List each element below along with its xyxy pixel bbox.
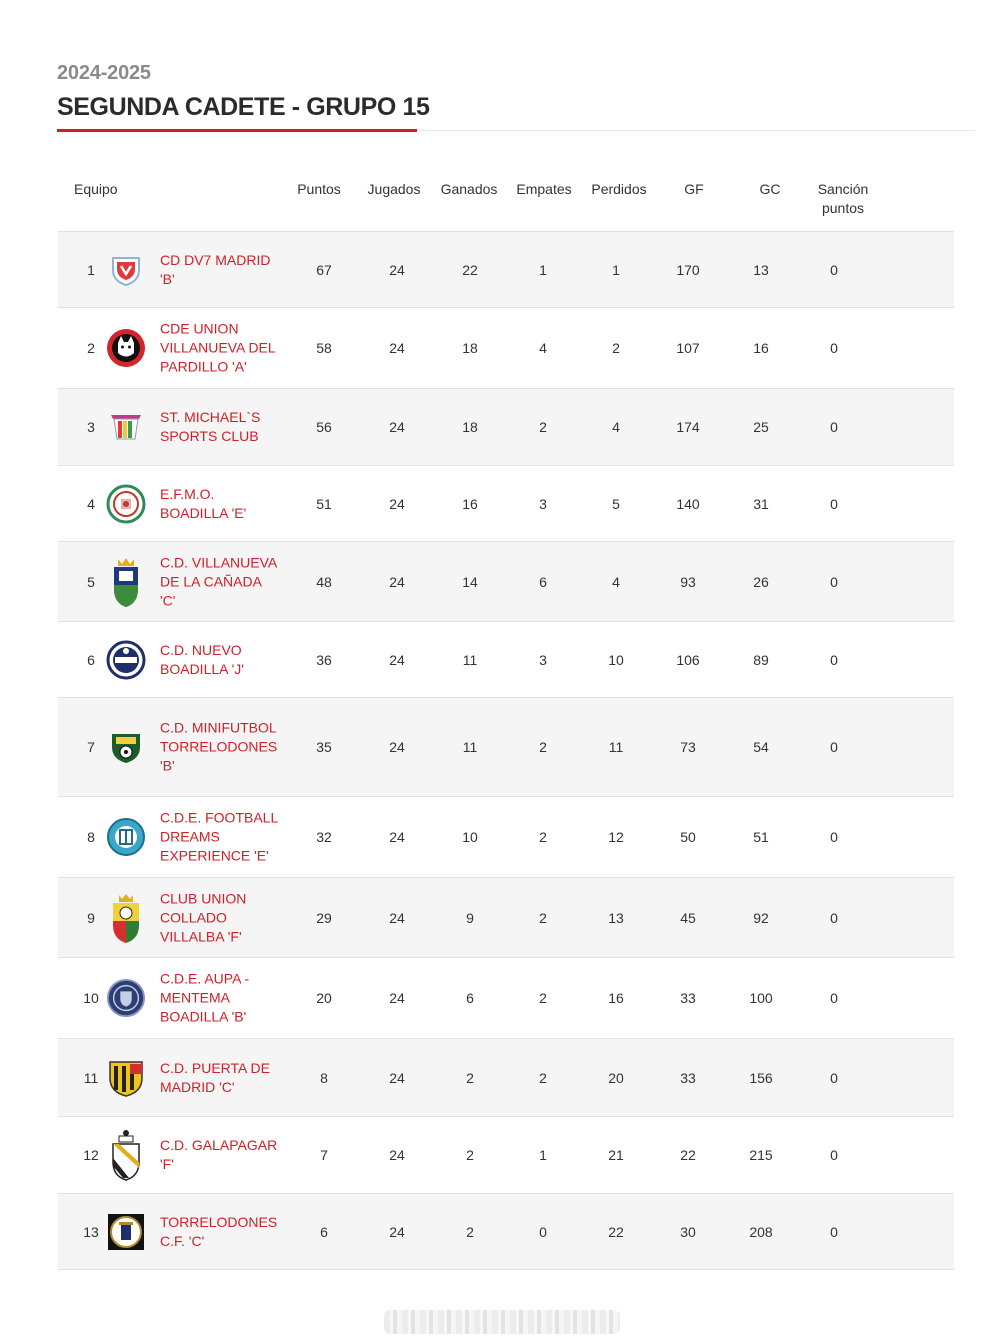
team-name-link[interactable]: C.D.E. AUPA - MENTEMA BOADILLA 'B'	[160, 970, 250, 1025]
position-cell: 6	[87, 651, 95, 668]
standings-table	[58, 232, 954, 1270]
goals-for-cell: 33	[680, 990, 696, 1006]
points-cell: 35	[316, 739, 332, 755]
season-label: 2024-2025	[57, 62, 151, 84]
header-sancion-line2: puntos	[821, 200, 865, 216]
sanction-cell: 0	[830, 739, 838, 755]
table-row	[58, 1117, 954, 1194]
goals-against-cell: 26	[753, 573, 769, 590]
goals-for-cell: 170	[676, 261, 700, 278]
played-cell: 24	[389, 651, 405, 668]
table-row	[58, 622, 954, 698]
sanction-cell: 0	[830, 909, 838, 926]
lost-cell: 12	[608, 829, 624, 845]
points-cell: 20	[316, 990, 332, 1006]
sanction-cell: 0	[830, 419, 838, 435]
goals-against-cell: 100	[749, 990, 773, 1006]
header-gf: GF	[684, 181, 704, 197]
square-tower-badge-icon	[106, 1212, 146, 1252]
sanction-cell: 0	[830, 1069, 838, 1086]
lost-cell: 16	[608, 990, 624, 1006]
won-cell: 11	[462, 739, 478, 755]
drawn-cell: 6	[539, 573, 547, 590]
header-sancion-line1: Sanción	[817, 181, 869, 197]
won-cell: 10	[462, 829, 478, 845]
header-ganados: Ganados	[440, 181, 498, 197]
lost-cell: 4	[612, 419, 620, 435]
won-cell: 18	[462, 419, 478, 435]
drawn-cell: 4	[539, 340, 547, 356]
lost-cell: 1	[612, 261, 620, 278]
goals-against-cell: 156	[749, 1069, 773, 1086]
played-cell: 24	[389, 495, 405, 512]
points-cell: 29	[316, 909, 332, 926]
blue-ball-badge-icon	[106, 640, 146, 680]
points-cell: 58	[316, 340, 332, 356]
points-cell: 7	[320, 1147, 328, 1163]
drawn-cell: 2	[539, 739, 547, 755]
team-name-link[interactable]: TORRELODONES C.F. 'C'	[160, 1213, 278, 1249]
played-cell: 24	[389, 909, 405, 926]
goals-against-cell: 208	[749, 1223, 773, 1240]
sanction-cell: 0	[830, 340, 838, 356]
goals-for-cell: 50	[680, 829, 696, 845]
team-name-link[interactable]: C.D. NUEVO BOADILLA 'J'	[160, 641, 244, 677]
lost-cell: 2	[612, 340, 620, 356]
won-cell: 2	[466, 1069, 474, 1086]
won-cell: 2	[466, 1223, 474, 1240]
team-name-link[interactable]: CD DV7 MADRID 'B'	[160, 251, 271, 287]
drawn-cell: 2	[539, 829, 547, 845]
shield-red-white-icon	[106, 250, 146, 290]
sanction-cell: 0	[830, 990, 838, 1006]
table-row	[58, 389, 954, 466]
goals-for-cell: 33	[680, 1069, 696, 1086]
played-cell: 24	[389, 1147, 405, 1163]
table-row	[58, 1039, 954, 1117]
table-row	[58, 698, 954, 797]
drawn-cell: 2	[539, 419, 547, 435]
won-cell: 6	[466, 990, 474, 1006]
header-sancion	[810, 180, 876, 218]
played-cell: 24	[389, 829, 405, 845]
sanction-cell: 0	[830, 1223, 838, 1240]
goals-against-cell: 92	[753, 909, 769, 926]
drawn-cell: 2	[539, 1069, 547, 1086]
position-cell: 4	[87, 495, 95, 512]
drawn-cell: 2	[539, 990, 547, 1006]
goals-for-cell: 30	[680, 1223, 696, 1240]
lost-cell: 13	[608, 909, 624, 926]
won-cell: 2	[466, 1147, 474, 1163]
header-jugados: Jugados	[367, 181, 421, 197]
lost-cell: 22	[608, 1223, 624, 1240]
drawn-cell: 3	[539, 495, 547, 512]
goals-against-cell: 13	[753, 261, 769, 278]
position-cell: 10	[83, 990, 99, 1006]
yellow-black-shield-icon	[106, 1058, 146, 1098]
team-name-link[interactable]: C.D.E. FOOTBALL DREAMS EXPERIENCE 'E'	[160, 809, 278, 864]
won-cell: 14	[462, 573, 478, 590]
played-cell: 24	[389, 990, 405, 1006]
table-row	[58, 958, 954, 1039]
position-cell: 13	[83, 1223, 99, 1240]
sanction-cell: 0	[830, 651, 838, 668]
goals-for-cell: 45	[680, 909, 696, 926]
points-cell: 51	[316, 495, 332, 512]
points-cell: 6	[320, 1223, 328, 1240]
position-cell: 7	[87, 739, 95, 755]
goals-for-cell: 73	[680, 739, 696, 755]
goals-against-cell: 16	[753, 340, 769, 356]
lost-cell: 10	[608, 651, 624, 668]
drawn-cell: 1	[539, 261, 547, 278]
lost-cell: 4	[612, 573, 620, 590]
table-header	[58, 178, 954, 232]
points-cell: 36	[316, 651, 332, 668]
header-gc: GC	[759, 181, 781, 197]
position-cell: 1	[87, 261, 95, 278]
position-cell: 8	[87, 829, 95, 845]
team-name-link[interactable]: C.D. GALAPAGAR 'F'	[160, 1137, 278, 1172]
crowned-shield-icon	[106, 562, 146, 602]
cyan-circle-badge-icon	[106, 817, 146, 857]
played-cell: 24	[389, 340, 405, 356]
team-name-link[interactable]: CDE UNION VILLANUEVA DEL PARDILLO 'A'	[160, 320, 276, 375]
header-puntos: Puntos	[297, 181, 341, 197]
crowned-diagonal-shield-icon	[106, 1135, 146, 1175]
goals-for-cell: 93	[680, 573, 696, 590]
played-cell: 24	[389, 573, 405, 590]
title-underline	[57, 129, 417, 132]
sanction-cell: 0	[830, 829, 838, 845]
header-perdidos: Perdidos	[591, 181, 647, 197]
goals-for-cell: 107	[676, 340, 700, 356]
goals-against-cell: 25	[753, 419, 769, 435]
pagination-blurred	[384, 1310, 620, 1334]
navy-round-seal-icon	[106, 978, 146, 1018]
goals-for-cell: 106	[676, 651, 700, 668]
points-cell: 67	[316, 261, 332, 278]
team-name-link[interactable]: ST. MICHAEL`S SPORTS CLUB	[160, 409, 261, 444]
drawn-cell: 3	[539, 651, 547, 668]
points-cell: 32	[316, 829, 332, 845]
table-row	[58, 308, 954, 389]
goals-against-cell: 89	[753, 651, 769, 668]
won-cell: 16	[462, 495, 478, 512]
table-row	[58, 1194, 954, 1270]
green-shield-ball-icon	[106, 727, 146, 767]
goals-for-cell: 174	[676, 419, 700, 435]
goals-against-cell: 31	[753, 495, 769, 512]
goals-against-cell: 215	[749, 1147, 773, 1163]
table-row	[58, 878, 954, 958]
header-equipo: Equipo	[74, 181, 118, 197]
table-row	[58, 797, 954, 878]
position-cell: 11	[83, 1069, 99, 1086]
won-cell: 9	[466, 909, 474, 926]
table-row	[58, 466, 954, 542]
drawn-cell: 2	[539, 909, 547, 926]
sanction-cell: 0	[830, 573, 838, 590]
team-name-link[interactable]: E.F.M.O. BOADILLA 'E'	[160, 485, 247, 521]
played-cell: 24	[389, 739, 405, 755]
page-title: SEGUNDA CADETE - GRUPO 15	[57, 93, 430, 121]
won-cell: 18	[462, 340, 478, 356]
sanction-cell: 0	[830, 495, 838, 512]
team-name-link[interactable]: C.D. MINIFUTBOL TORRELODONES 'B'	[160, 719, 278, 774]
sanction-cell: 0	[830, 1147, 838, 1163]
position-cell: 5	[87, 573, 95, 590]
crowned-yellow-shield-icon	[106, 898, 146, 938]
lost-cell: 20	[608, 1069, 624, 1086]
played-cell: 24	[389, 1223, 405, 1240]
goals-for-cell: 22	[680, 1147, 696, 1163]
lost-cell: 11	[608, 739, 624, 755]
won-cell: 11	[462, 651, 478, 668]
team-name-link[interactable]: C.D. VILLANUEVA DE LA CAÑADA 'C'	[160, 554, 277, 608]
points-cell: 56	[316, 419, 332, 435]
table-row	[58, 232, 954, 308]
played-cell: 24	[389, 419, 405, 435]
table-row	[58, 542, 954, 622]
position-cell: 12	[83, 1147, 99, 1163]
drawn-cell: 0	[539, 1223, 547, 1240]
header-empates: Empates	[516, 181, 572, 197]
played-cell: 24	[389, 261, 405, 278]
lost-cell: 21	[608, 1147, 624, 1163]
position-cell: 2	[87, 340, 95, 356]
team-name-link[interactable]: C.D. PUERTA DE MADRID 'C'	[160, 1059, 270, 1095]
position-cell: 3	[87, 419, 95, 435]
striped-shield-icon	[106, 407, 146, 447]
goals-against-cell: 51	[753, 829, 769, 845]
played-cell: 24	[389, 1069, 405, 1086]
round-crest-icon	[106, 484, 146, 524]
won-cell: 22	[462, 261, 478, 278]
sanction-cell: 0	[830, 261, 838, 278]
points-cell: 8	[320, 1069, 328, 1086]
team-name-link[interactable]: CLUB UNION COLLADO VILLALBA 'F'	[160, 890, 247, 944]
lynx-badge-icon	[106, 328, 146, 368]
goals-against-cell: 54	[753, 739, 769, 755]
points-cell: 48	[316, 573, 332, 590]
position-cell: 9	[87, 909, 95, 926]
drawn-cell: 1	[539, 1147, 547, 1163]
goals-for-cell: 140	[676, 495, 700, 512]
lost-cell: 5	[612, 495, 620, 512]
